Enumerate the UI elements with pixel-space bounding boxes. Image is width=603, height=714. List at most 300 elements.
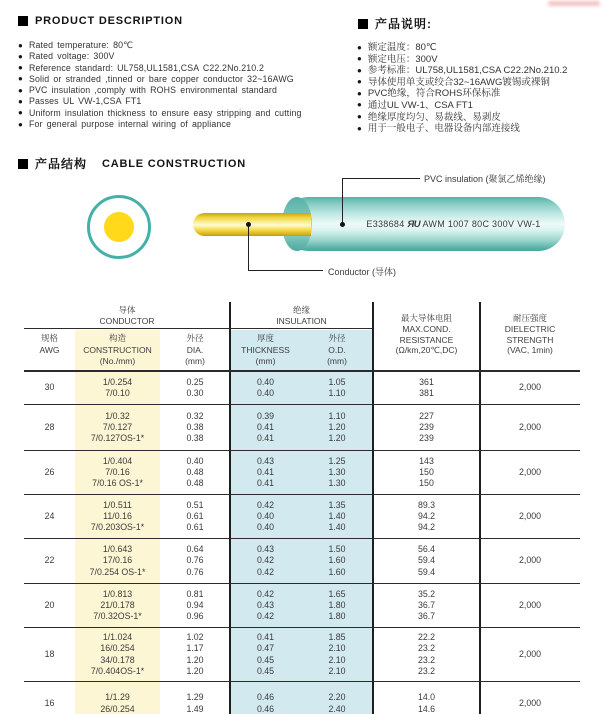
cell-line: 1.60 xyxy=(328,555,346,566)
group-header-en: INSULATION xyxy=(276,316,327,326)
header-line: THICKNESS xyxy=(241,344,290,355)
cell-line: 150 xyxy=(419,478,434,489)
cell-line: 0.30 xyxy=(186,388,204,398)
cell-construction xyxy=(75,495,160,538)
cell-line: 0.42 xyxy=(256,566,275,577)
cell-line: 0.76 xyxy=(186,555,204,566)
cell-line: 0.47 xyxy=(256,643,275,654)
cell-line: 0.46 xyxy=(256,703,275,714)
list-item xyxy=(357,77,567,89)
table-row xyxy=(24,372,580,405)
cell-line: 0.81 xyxy=(186,588,204,599)
cell-line: 1/0.643 xyxy=(102,544,133,555)
cell-line: 0.43 xyxy=(256,455,275,466)
cell-line: 14.0 xyxy=(417,692,436,703)
cell-thickness xyxy=(230,405,301,450)
list-item xyxy=(357,42,567,54)
table-row xyxy=(24,495,580,539)
conductor-rod xyxy=(193,213,311,236)
cell-line: 7/0.10 xyxy=(105,388,130,398)
cell-line: 16/0.254 xyxy=(100,643,135,654)
cell-thickness xyxy=(230,451,301,494)
header-line: (Ω/km,20℃,DC) xyxy=(395,345,458,356)
bullet-icon: ● xyxy=(18,74,23,84)
cell-construction xyxy=(75,405,160,450)
list-item-text: Uniform insulation thickness to ensure easy stripping and cutting xyxy=(28,107,302,118)
header-line: MAX.COND. xyxy=(402,323,451,334)
cell-line: 143 xyxy=(419,455,434,466)
bullet-icon: ● xyxy=(18,40,23,50)
cell-line: 0.38 xyxy=(186,433,204,444)
cell-line: 16 xyxy=(44,697,55,708)
bullet-icon: ● xyxy=(357,65,362,75)
column-header-construction xyxy=(75,333,160,368)
insulation-group-header xyxy=(230,305,373,327)
cell-line: 2,000 xyxy=(518,555,541,566)
bullet-icon: ● xyxy=(18,63,23,73)
cross-section-conductor-core xyxy=(104,212,134,242)
cell-awg xyxy=(24,405,75,450)
conductor-leader-line-horizontal xyxy=(248,270,323,271)
header-line: (VAC, 1min) xyxy=(507,345,553,356)
cell-awg xyxy=(24,451,75,494)
list-item-text: Reference standard: UL758,UL1581,CSA C22.2No.210.2 xyxy=(28,62,264,73)
cell-awg xyxy=(24,539,75,583)
cell-line: 2,000 xyxy=(518,697,541,708)
cell-line: 1.80 xyxy=(328,599,346,610)
bullet-icon: ● xyxy=(18,51,23,61)
list-item xyxy=(357,100,567,112)
cell-thickness xyxy=(230,372,301,404)
cell-line: 89.3 xyxy=(417,499,436,510)
cell-line: 35.2 xyxy=(417,588,436,599)
cell-line: 36.7 xyxy=(417,599,436,610)
cell-line: 0.32 xyxy=(186,410,204,421)
header-line: DIA. xyxy=(186,344,204,355)
cell-line: 1.85 xyxy=(328,631,346,642)
cell-line: 1.60 xyxy=(328,566,346,577)
bullet-icon: ● xyxy=(18,96,23,106)
cell-line: 0.48 xyxy=(186,478,204,489)
group-header-en: CONDUCTOR xyxy=(99,316,155,326)
cell-line: 0.46 xyxy=(256,692,275,703)
jacket-print-suffix: AWM 1007 80C 300V VW-1 xyxy=(422,219,541,229)
cell-line: 0.45 xyxy=(256,654,275,665)
black-square-icon xyxy=(18,16,28,26)
product-description-zh-list xyxy=(357,42,567,135)
cell-thickness xyxy=(230,628,301,681)
list-item-text: Rated temperature: 80℃ xyxy=(28,40,134,50)
cell-line: 34/0.178 xyxy=(100,654,135,665)
cell-thickness xyxy=(230,539,301,583)
cell-line: 26/0.254 xyxy=(100,703,135,714)
bullet-icon: ● xyxy=(18,108,23,118)
cell-construction xyxy=(75,451,160,494)
cell-line: 1.20 xyxy=(186,654,204,665)
cell-line: 1.20 xyxy=(186,665,204,676)
cell-line: 56.4 xyxy=(417,544,436,555)
cell-od xyxy=(301,628,373,681)
cell-line: 2,000 xyxy=(518,421,541,432)
cell-line: 2,000 xyxy=(518,510,541,521)
cell-line: 1.30 xyxy=(328,478,346,489)
table-row xyxy=(24,451,580,495)
cell-line: 0.48 xyxy=(186,466,204,477)
cell-resistance xyxy=(373,539,480,583)
cell-line: 2.10 xyxy=(328,643,346,654)
black-square-icon xyxy=(358,19,368,29)
cell-line: 7/0.127OS-1* xyxy=(90,433,145,444)
cell-line: 227 xyxy=(419,410,434,421)
cell-line: 1.02 xyxy=(186,631,204,642)
bullet-icon: ● xyxy=(357,77,362,87)
pvc-leader-line-horizontal xyxy=(342,178,420,179)
list-item xyxy=(357,123,567,135)
section-title-zh: 产品结构 xyxy=(35,157,88,171)
cell-resistance xyxy=(373,372,480,404)
header-line: 外径 xyxy=(186,333,204,343)
column-header-awg xyxy=(24,333,75,356)
cell-resistance xyxy=(373,495,480,538)
cell-construction xyxy=(75,539,160,583)
list-item-text: 额定温度：80℃ xyxy=(367,42,437,53)
cell-line: 1.17 xyxy=(186,643,204,654)
list-item-text: Solid or stranded ,tinned or bare copper conductor 32~16AWG xyxy=(28,73,294,84)
cell-line: 381 xyxy=(419,388,434,398)
table-row xyxy=(24,539,580,584)
bullet-icon: ● xyxy=(357,100,362,110)
conductor-group-header xyxy=(24,305,230,327)
cell-line: 23.2 xyxy=(417,654,436,665)
header-line: 耐压强度 xyxy=(512,313,547,323)
cut-off-red-mark xyxy=(548,1,600,6)
cell-line: 1/0.404 xyxy=(102,455,133,466)
conductor-leader-dot xyxy=(246,222,251,227)
cell-thickness xyxy=(230,495,301,538)
cell-od xyxy=(301,372,373,404)
column-header-dia xyxy=(160,333,230,368)
cell-line: 1.20 xyxy=(328,433,346,444)
table-row xyxy=(24,405,580,451)
product-description-zh-title xyxy=(358,15,432,32)
cell-dielectric xyxy=(480,405,580,450)
cell-line: 11/0.16 xyxy=(103,510,132,521)
cell-line: 0.40 xyxy=(256,510,275,521)
cell-line: 14.6 xyxy=(417,703,436,714)
cell-od xyxy=(301,451,373,494)
cell-line: 0.42 xyxy=(256,555,275,566)
list-item xyxy=(18,51,302,62)
cell-line: 1.40 xyxy=(328,510,346,521)
cell-dia xyxy=(160,682,230,714)
cell-line: 0.41 xyxy=(256,433,275,444)
cell-line: 18 xyxy=(44,648,55,659)
header-line: O.D. xyxy=(328,344,346,355)
cell-line: 0.61 xyxy=(186,510,204,521)
cell-line: 24 xyxy=(44,510,55,521)
cell-line: 1.10 xyxy=(328,410,346,421)
cell-od xyxy=(301,405,373,450)
cell-dia xyxy=(160,539,230,583)
cell-line: 7/0.404OS-1* xyxy=(90,665,145,676)
cell-line: 21/0.178 xyxy=(100,599,135,610)
list-item-text: For general purpose internal wiring of appliance xyxy=(28,119,232,130)
cell-line: 0.41 xyxy=(256,478,275,489)
header-line: CONSTRUCTION xyxy=(83,344,152,355)
cell-line: 1.40 xyxy=(328,522,346,533)
list-item-text: PVC绝缘，符合ROHS环保标准 xyxy=(367,88,501,100)
conductor-leader-line-vertical xyxy=(248,224,249,271)
column-header-dielectric xyxy=(480,313,580,356)
cell-line: 0.43 xyxy=(256,599,275,610)
cell-line: 0.42 xyxy=(256,611,275,622)
cell-resistance xyxy=(373,584,480,627)
cell-line: 94.2 xyxy=(417,522,436,533)
cell-line: 0.61 xyxy=(186,522,204,533)
cell-line: 7/0.16 OS-1* xyxy=(92,478,143,489)
cell-line: 7/0.16 xyxy=(105,466,130,477)
list-item-text: 额定电压：300V xyxy=(367,53,438,65)
column-header-resistance xyxy=(373,313,480,356)
cell-line: 0.51 xyxy=(186,499,204,510)
cell-dia xyxy=(160,628,230,681)
cell-line: 0.39 xyxy=(256,410,275,421)
spec-table xyxy=(24,302,580,714)
cell-line: 2,000 xyxy=(518,599,541,610)
list-item xyxy=(18,40,302,51)
list-item xyxy=(357,88,567,100)
cell-construction xyxy=(75,682,160,714)
bullet-icon: ● xyxy=(357,112,362,122)
cell-line: 0.42 xyxy=(256,588,275,599)
cell-dielectric xyxy=(480,495,580,538)
pvc-leader-dot xyxy=(340,222,345,227)
header-line: (mm) xyxy=(185,356,205,366)
cell-line: 7/0.254 OS-1* xyxy=(89,566,146,577)
cell-line: 2.10 xyxy=(328,665,346,676)
list-item xyxy=(18,74,302,85)
list-item xyxy=(357,54,567,66)
cell-line: 0.38 xyxy=(186,421,204,432)
cell-line: 0.76 xyxy=(186,566,204,577)
cell-line: 26 xyxy=(44,466,55,477)
cell-line: 1/1.29 xyxy=(105,692,130,703)
cell-awg xyxy=(24,682,75,714)
pvc-insulation-label: PVC insulation (聚氯乙烯绝缘) xyxy=(424,174,546,184)
list-item-text: 用于一般电子、电器设备内部连接线 xyxy=(367,123,520,135)
cell-line: 150 xyxy=(419,466,434,477)
cell-line: 1.80 xyxy=(328,611,346,622)
cell-line: 0.40 xyxy=(256,522,275,533)
cell-line: 0.94 xyxy=(186,599,204,610)
cell-line: 2,000 xyxy=(518,648,541,659)
cell-od xyxy=(301,539,373,583)
cell-construction xyxy=(75,372,160,404)
cell-line: 7/0.127 xyxy=(102,421,133,432)
cell-od xyxy=(301,495,373,538)
bullet-icon: ● xyxy=(357,42,362,52)
list-item-text: PVC insulation ,comply with ROHS environmental standard xyxy=(28,85,278,96)
cell-resistance xyxy=(373,628,480,681)
bullet-icon: ● xyxy=(357,88,362,98)
header-line: 最大导体电阻 xyxy=(400,313,452,323)
cell-line: 22 xyxy=(44,555,55,566)
product-description-title xyxy=(18,15,183,27)
conductor-label: Conductor (导体) xyxy=(328,267,397,277)
cell-awg xyxy=(24,584,75,627)
column-header-od xyxy=(301,333,373,368)
cell-line: 7/0.203OS-1* xyxy=(90,522,145,533)
group-header-zh: 绝缘 xyxy=(292,305,310,315)
cell-line: 0.40 xyxy=(256,388,275,398)
cell-line: 0.43 xyxy=(256,544,275,555)
list-item xyxy=(357,112,567,124)
cell-dielectric xyxy=(480,372,580,404)
cell-line: 59.4 xyxy=(417,555,436,566)
cell-line: 1.29 xyxy=(186,692,204,703)
cell-line: 1.25 xyxy=(328,455,346,466)
cell-awg xyxy=(24,372,75,404)
cell-line: 0.41 xyxy=(256,631,275,642)
cell-line: 2.40 xyxy=(328,703,346,714)
ul-recognized-mark-icon: ЯU xyxy=(407,219,421,230)
cell-line: 1.49 xyxy=(186,703,204,714)
group-header-zh: 导体 xyxy=(118,305,136,315)
list-item xyxy=(18,119,302,130)
cell-line: 0.96 xyxy=(186,611,204,622)
cell-dia xyxy=(160,372,230,404)
cell-dielectric xyxy=(480,451,580,494)
list-item-text: Rated voltage: 300V xyxy=(28,51,115,62)
cell-line: 36.7 xyxy=(417,611,436,622)
cell-line: 30 xyxy=(44,382,55,393)
cell-resistance xyxy=(373,405,480,450)
bullet-icon: ● xyxy=(18,119,23,129)
cell-dielectric xyxy=(480,682,580,714)
cell-awg xyxy=(24,495,75,538)
section-title-text: PRODUCT DESCRIPTION xyxy=(35,15,183,27)
header-line: 厚度 xyxy=(256,333,274,343)
cell-line: 2.10 xyxy=(328,654,346,665)
cell-line: 1.10 xyxy=(328,388,346,398)
cell-line: 0.42 xyxy=(256,499,275,510)
column-header-thickness xyxy=(230,333,301,368)
cell-line: 239 xyxy=(419,433,434,444)
cell-line: 0.41 xyxy=(256,421,275,432)
product-description-list xyxy=(18,40,302,130)
cell-od xyxy=(301,682,373,714)
cell-line: 0.45 xyxy=(256,665,275,676)
header-line: 外径 xyxy=(328,333,346,343)
jacket-print-prefix: E338684 xyxy=(366,219,405,229)
cell-line: 1.65 xyxy=(328,588,346,599)
cell-line: 1/0.32 xyxy=(105,410,130,421)
header-line: (No./mm) xyxy=(99,356,136,366)
cell-dia xyxy=(160,495,230,538)
header-line: (mm) xyxy=(327,356,347,366)
cell-line: 1.30 xyxy=(328,466,346,477)
cell-construction xyxy=(75,628,160,681)
section-title-text: 产品说明: xyxy=(375,17,432,31)
header-line: STRENGTH xyxy=(506,334,554,345)
cell-line: 20 xyxy=(44,599,55,610)
cell-dielectric xyxy=(480,584,580,627)
cell-line: 22.2 xyxy=(417,631,436,642)
cell-line: 94.2 xyxy=(417,510,436,521)
cell-line: 17/0.16 xyxy=(102,555,133,566)
header-line: RESISTANCE xyxy=(399,334,454,345)
cell-line: 23.2 xyxy=(417,665,436,676)
list-item-text: 绝缘厚度均匀、易裁线、易剥皮 xyxy=(367,111,501,123)
cell-construction xyxy=(75,584,160,627)
cell-line: 1/1.024 xyxy=(102,631,133,642)
bullet-icon: ● xyxy=(357,54,362,64)
cell-dielectric xyxy=(480,628,580,681)
header-line: DIELECTRIC xyxy=(504,323,556,334)
cell-line: 0.41 xyxy=(256,466,275,477)
table-row xyxy=(24,682,580,714)
list-item xyxy=(18,96,302,107)
table-row xyxy=(24,584,580,628)
cell-dia xyxy=(160,584,230,627)
cell-line: 1.05 xyxy=(328,376,346,387)
cell-line: 2.20 xyxy=(328,692,346,703)
list-item xyxy=(357,65,567,77)
cell-resistance xyxy=(373,451,480,494)
header-line: (mm) xyxy=(255,356,276,366)
cell-awg xyxy=(24,628,75,681)
cell-line: 1.35 xyxy=(328,499,346,510)
jacket-print-text xyxy=(342,219,565,230)
section-title-en: CABLE CONSTRUCTION xyxy=(102,157,246,170)
cell-line: 23.2 xyxy=(417,643,436,654)
cell-line: 1.20 xyxy=(328,421,346,432)
cell-dia xyxy=(160,451,230,494)
cell-line: 59.4 xyxy=(417,566,436,577)
bullet-icon: ● xyxy=(357,123,362,133)
cell-line: 361 xyxy=(419,376,434,387)
table-row xyxy=(24,628,580,682)
cell-line: 7/0.32OS-1* xyxy=(93,611,142,622)
list-item-text: Passes UL VW-1,CSA FT1 xyxy=(28,96,142,107)
cell-dielectric xyxy=(480,539,580,583)
list-item-text: 导体使用单支或绞合32~16AWG镀锡或裸铜 xyxy=(367,76,550,88)
cell-line: 0.25 xyxy=(186,376,204,387)
cell-line: 0.40 xyxy=(256,376,275,387)
black-square-icon xyxy=(18,159,28,169)
cell-thickness xyxy=(230,584,301,627)
header-line: 构造 xyxy=(108,333,126,343)
cell-line: 0.40 xyxy=(186,455,204,466)
cell-line: 1/0.511 xyxy=(103,499,132,510)
list-item-text: 通过UL VW-1、CSA FT1 xyxy=(367,99,473,111)
cell-line: 2,000 xyxy=(518,466,541,477)
cell-line: 239 xyxy=(419,421,434,432)
pvc-leader-line-vertical xyxy=(342,178,343,225)
cell-line: 1/0.254 xyxy=(102,376,133,387)
bullet-icon: ● xyxy=(18,85,23,95)
cell-line: 0.64 xyxy=(186,544,204,555)
list-item xyxy=(18,108,302,119)
cell-resistance xyxy=(373,682,480,714)
cell-thickness xyxy=(230,682,301,714)
cell-line: 1.50 xyxy=(328,544,346,555)
cell-dia xyxy=(160,405,230,450)
list-item xyxy=(18,63,302,74)
list-item xyxy=(18,85,302,96)
group-header-underline xyxy=(24,328,373,329)
cell-line: 28 xyxy=(44,421,55,432)
